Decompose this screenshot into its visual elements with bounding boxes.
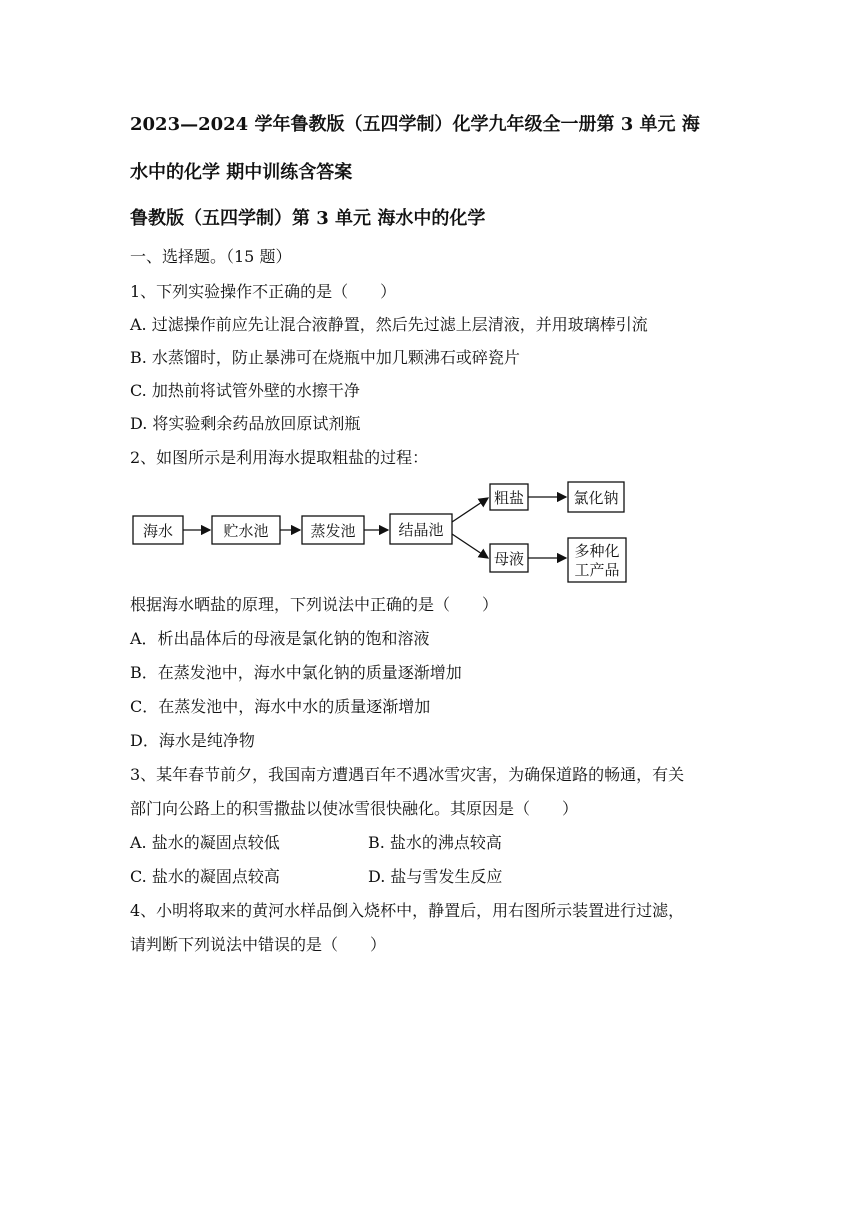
q2-option-d: D．海水是纯净物 — [130, 731, 255, 750]
q2-option-c: C．在蒸发池中，海水中水的质量逐渐增加 — [130, 697, 431, 716]
node-mother-liquor-label: 母液 — [493, 550, 525, 568]
q4-stem-line-1: 4、小明将取来的黄河水样品倒入烧杯中，静置后，用右图所示装置进行过滤， — [130, 901, 685, 920]
q1-option-b: B. 水蒸馏时，防止暴沸可在烧瓶中加几颗沸石或碎瓷片 — [130, 348, 520, 367]
node-seawater-label: 海水 — [142, 522, 174, 540]
salt-process-flowchart — [128, 470, 628, 588]
q1-stem: 1、下列实验操作不正确的是（ ） — [130, 282, 397, 301]
q4-stem-line-2: 请判断下列说法中错误的是（ ） — [130, 935, 387, 954]
q3-options-row-2 — [130, 866, 502, 888]
node-chemical-products-label-1: 多种化 — [574, 542, 620, 560]
doc-subtitle: 鲁教版（五四学制）第 3 单元 海水中的化学 — [130, 208, 486, 229]
q1-option-c: C. 加热前将试管外壁的水擦干净 — [130, 381, 360, 400]
q2-option-a: A．析出晶体后的母液是氯化钠的饱和溶液 — [130, 629, 430, 648]
q3-option-d: D. 盐与雪发生反应 — [368, 867, 503, 886]
node-sodium-chloride-label: 氯化钠 — [573, 489, 619, 507]
q2-question: 根据海水晒盐的原理，下列说法中正确的是（ ） — [130, 595, 499, 614]
node-evaporation-pond-label: 蒸发池 — [310, 522, 356, 540]
node-chemical-products-label-2: 工产品 — [574, 561, 620, 579]
q3-option-c: C. 盐水的凝固点较高 — [130, 867, 280, 886]
node-crude-salt-label: 粗盐 — [493, 489, 525, 507]
section-heading: 一、选择题。（15 题） — [130, 247, 292, 266]
q2-option-b: B．在蒸发池中，海水中氯化钠的质量逐渐增加 — [130, 663, 462, 682]
q1-option-d: D. 将实验剩余药品放回原试剂瓶 — [130, 414, 361, 433]
q3-option-a: A. 盐水的凝固点较低 — [130, 833, 280, 852]
q3-options-row-1 — [130, 832, 502, 854]
node-crystallization-pond-label: 结晶池 — [398, 521, 444, 539]
node-reservoir-label: 贮水池 — [223, 522, 269, 540]
arrow-crystallization-to-mother-liquor — [452, 534, 488, 558]
doc-title-line-2: 水中的化学 期中训练含答案 — [130, 162, 353, 183]
q1-option-a: A. 过滤操作前应先让混合液静置，然后先过滤上层清液，并用玻璃棒引流 — [130, 315, 648, 334]
q3-stem-line-2: 部门向公路上的积雪撒盐以使冰雪很快融化。其原因是（ ） — [130, 799, 579, 818]
q3-option-b: B. 盐水的沸点较高 — [368, 833, 502, 852]
arrow-crystallization-to-crude-salt — [452, 498, 488, 522]
q2-stem: 2、如图所示是利用海水提取粗盐的过程： — [130, 448, 429, 467]
doc-title-line-1: 2023—2024 学年鲁教版（五四学制）化学九年级全一册第 3 单元 海 — [130, 114, 700, 135]
q3-stem-line-1: 3、某年春节前夕，我国南方遭遇百年不遇冰雪灾害，为确保道路的畅通，有关 — [130, 765, 685, 784]
